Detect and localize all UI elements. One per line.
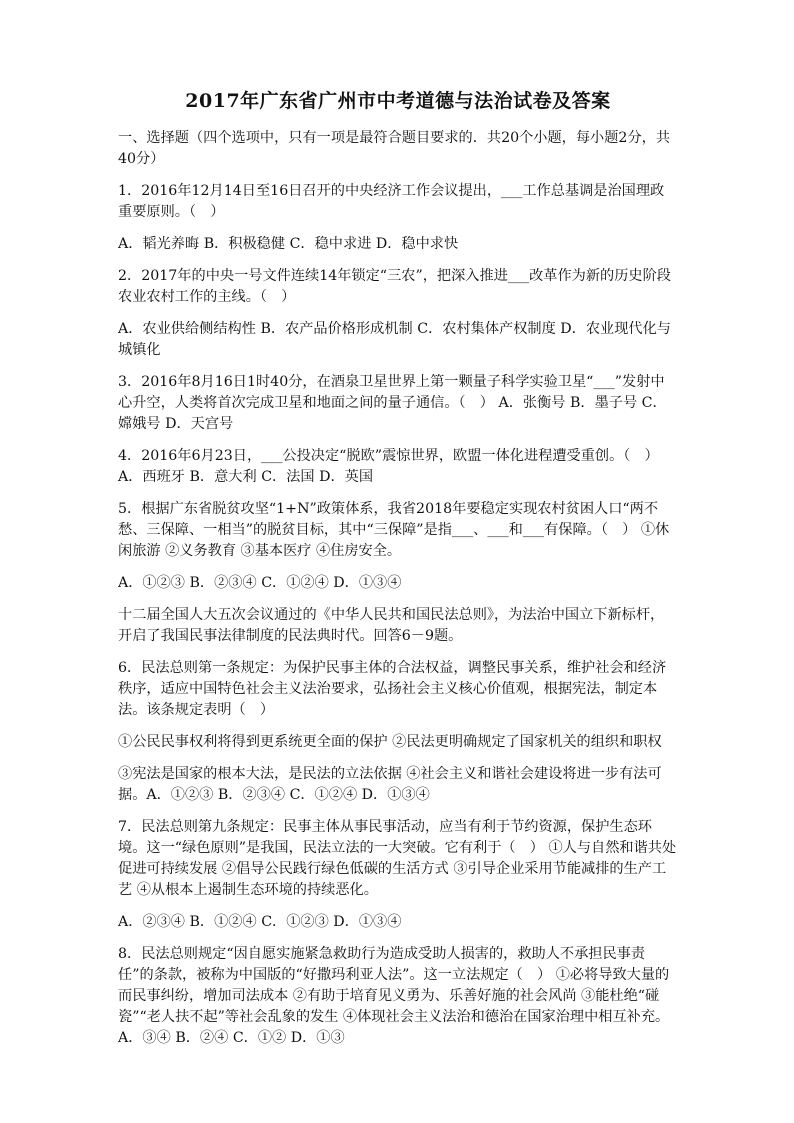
section-header: 一、选择题（四个选项中，只有一项是最符合题目要求的．共20个小题，每小题2分，共40分）	[118, 130, 671, 167]
question-5-stem: 5．根据广东省脱贫攻坚“1+N”政策体系，我省2018年要稳定实现农村贫困人口“两不愁、三保障、一相当”的脱贫目标，其中“三保障”是指___、___和___有保障。（ ） ①休闲旅游 ②义务教育 ③基本医疗 ④住房安全。	[118, 501, 670, 559]
exam-page	[118, 88, 678, 1060]
question-6-line-1: ①公民民事权利将得到更系统更全面的保护 ②民法更明确规定了国家机关的组织和职权	[118, 734, 662, 750]
question-6-line-2: ③宪法是国家的根本大法，是民法的立法依据 ④社会主义和谐社会建设将进一步有法可据。A．①②③ B．②③④ C．①②④ D．①③④	[118, 766, 662, 803]
page-title: 2017年广东省广州市中考道德与法治试卷及答案	[185, 90, 611, 112]
question-1-options: A．韬光养晦 B．积极稳健 C．稳中求进 D．稳中求快	[118, 236, 459, 252]
reading-material: 十二届全国人大五次会议通过的《中华人民共和国民法总则》，为法治中国立下新标杆，开启了我国民事法律制度的民法典时代。回答6－9题。	[118, 607, 665, 644]
question-7-stem: 7．民法总则第九条规定：民事主体从事民事活动，应当有利于节约资源，保护生态环境。这一“绿色原则”是我国，民法立法的一大突破。它有利于（ ） ①人与自然和谐共处促进可持续发展 ②倡导公民践行绿色低碳的生活方式 ③引导企业采用节能减排的生产工艺 ④从根本上遏制生态环境的持续恶化。	[118, 819, 677, 898]
question-7-options: A．②③④ B．①②④ C．①②③ D．①③④	[118, 914, 402, 930]
question-2-options: A．农业供给侧结构性 B．农产品价格形成机制 C．农村集体产权制度 D．农业现代化与城镇化	[118, 321, 671, 358]
question-2-stem: 2．2017年的中央一号文件连续14年锁定“三农”，把深入推进___改革作为新的历史阶段农业农村工作的主线。（ ）	[118, 268, 671, 305]
question-1-stem: 1．2016年12月14日至16日召开的中央经济工作会议提出，___工作总基调是治国理政重要原则。（ ）	[118, 183, 665, 220]
question-5-options: A．①②③ B．②③④ C．①②④ D．①③④	[118, 575, 402, 591]
question-8-stem: 8．民法总则规定“因自愿实施紧急救助行为造成受助人损害的，救助人不承担民事责任”的条款，被称为中国版的“好撒玛利亚人法”。这一立法规定（ ） ①必将导致大量的而民事纠纷，增加司法成本 ②有助于培育见义勇为、乐善好施的社会风尚 ③能杜绝“碰瓷”“老人扶不起”等社会乱象的发生 ④体现社会主义法治和德治在国家治理中相互补充。 A．③④ B．②④ C．①② D．①③	[118, 946, 670, 1046]
question-4-stem: 4．2016年6月23日，___公投决定“脱欧”震惊世界，欧盟一体化进程遭受重创。（ ） A．西班牙 B．意大利 C．法国 D．英国	[118, 448, 659, 485]
question-3-stem: 3．2016年8月16日1时40分，在酒泉卫星世界上第一颗量子科学实验卫星“___”发射中心升空，人类将首次完成卫星和地面之间的量子通信。（ ） A．张衡号 B．墨子号 C．嫦娥号 D．天宫号	[118, 374, 667, 432]
question-6-stem: 6．民法总则第一条规定：为保护民事主体的合法权益，调整民事关系，维护社会和经济秩序，适应中国特色社会主义法治要求，弘扬社会主义核心价值观，根据宪法，制定本法。该条规定表明（ ）	[118, 660, 667, 718]
